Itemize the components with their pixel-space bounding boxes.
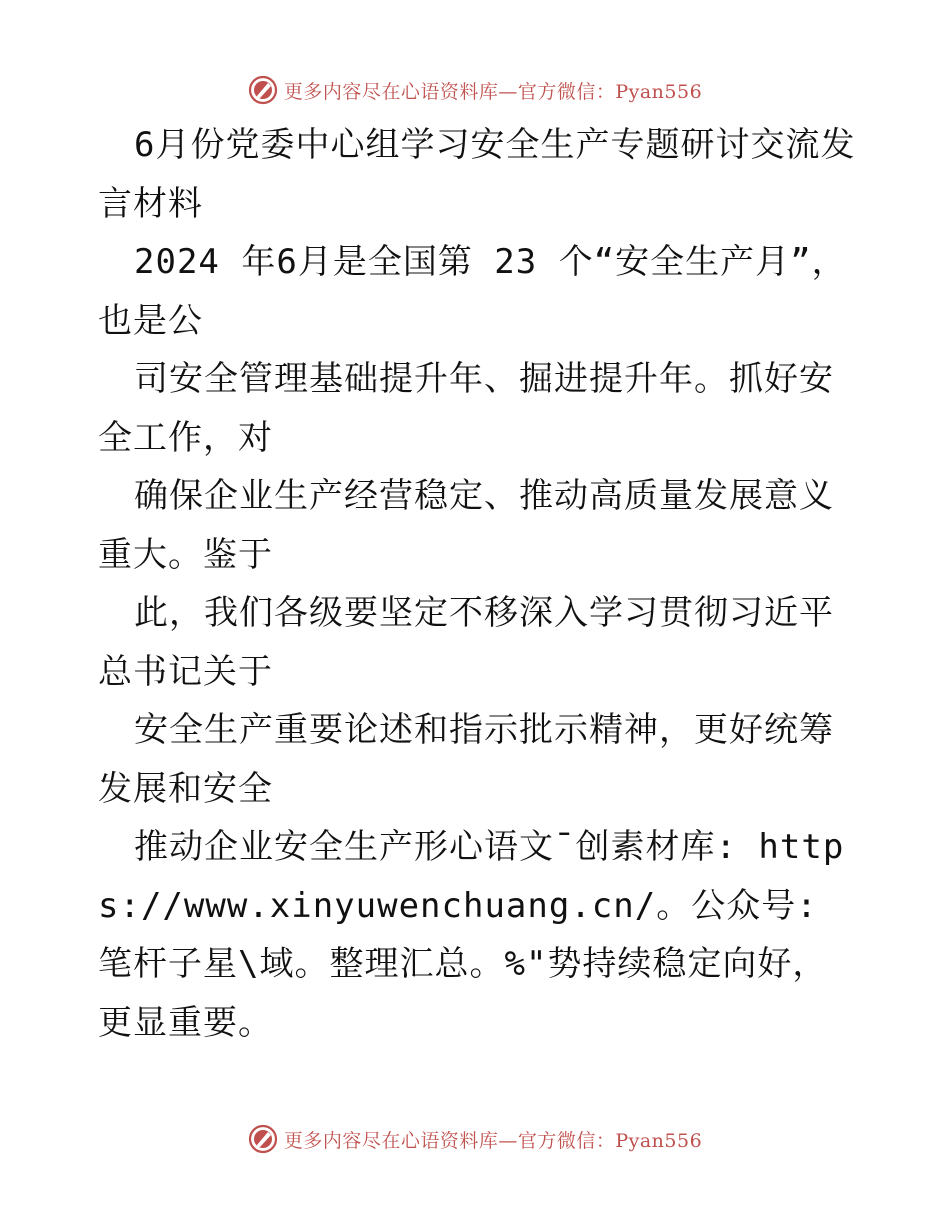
footer-banner bbox=[0, 1122, 950, 1156]
pen-nib-logo-icon bbox=[248, 75, 278, 105]
footer-banner-text: 更多内容尽在心语资料库—官方微信：Pyan556 bbox=[283, 1129, 703, 1152]
paragraph: 司安全管理基础提升年、掘进提升年。抓好安全工作，对 bbox=[98, 359, 834, 458]
pen-nib-logo-icon bbox=[248, 1124, 278, 1154]
paragraph: 安全生产重要论述和指示批示精神，更好统筹发展和安全 bbox=[98, 710, 834, 809]
paragraph: 2024 年6月是全国第 23 个“安全生产月”，也是公 bbox=[98, 242, 847, 341]
paragraph: 确保企业生产经营稳定、推动高质量发展意义重大。鉴于 bbox=[98, 476, 834, 575]
paragraph: 推动企业安全生产形心语文¯创素材库: https://www.xinyuwenchuang.cn/。公众号: 笔杆子星\域。整理汇总。%"势持续稳定向好，更显重要。 bbox=[98, 827, 845, 1043]
paragraph: 此，我们各级要坚定不移深入学习贯彻习近平总书记关于 bbox=[98, 593, 834, 692]
document-title: 6月份党委中心组学习安全生产专题研讨交流发言材料 bbox=[98, 125, 856, 224]
header-banner bbox=[0, 73, 950, 107]
document-body bbox=[98, 116, 858, 1052]
header-banner-text: 更多内容尽在心语资料库—官方微信：Pyan556 bbox=[283, 80, 703, 103]
